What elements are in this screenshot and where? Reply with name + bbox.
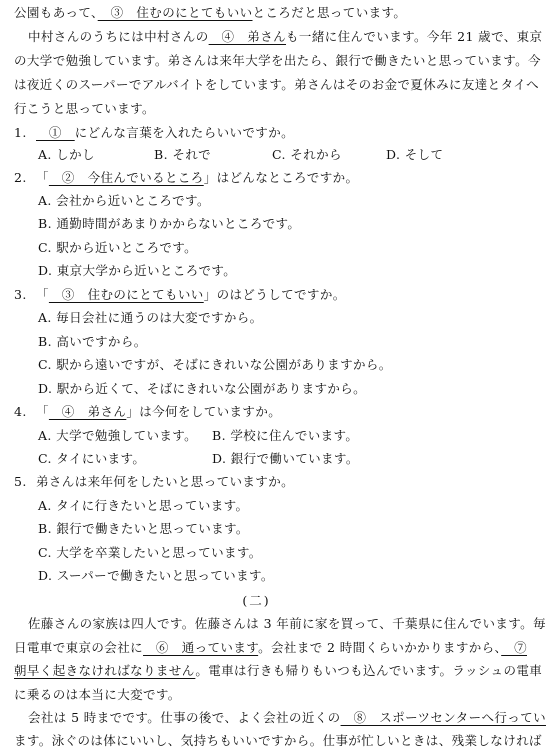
option-a: A. しかし — [38, 147, 95, 162]
text-segment: 中村さんのうちには中村さんの — [28, 29, 209, 44]
blank-1-underlined: ① — [36, 125, 75, 140]
option-c: C. タイにいます。 — [38, 451, 146, 466]
passage1-line-3: は夜近くのスーパーでアルバイトをしています。弟さんはそのお金で夏休みに友達とタイへ — [14, 77, 540, 92]
question-3-option-a: A. 毎日会社に通うのは大変ですから。 — [38, 310, 263, 325]
option-d: D. 銀行で働いています。 — [212, 451, 359, 466]
blank-4-underlined: ④ 弟さん — [208, 29, 287, 44]
option-c: C. それから — [272, 147, 342, 162]
question-text: 」のはどうしてですか。 — [203, 287, 346, 302]
section2-line-4 — [28, 708, 546, 728]
question-4-options-row-2 — [38, 449, 505, 469]
section2-line-3: に乗るのは本当に大変です。 — [14, 687, 181, 702]
blank-7-underlined: ⑦ — [501, 640, 527, 655]
question-5 — [14, 472, 505, 492]
section2-line-2 — [14, 661, 543, 681]
question-5-option-c: C. 大学を卒業したいと思っています。 — [38, 545, 262, 560]
question-number: 5. — [14, 474, 27, 489]
question-text: 」はどんなところですか。 — [203, 170, 359, 185]
passage1-line-2: の大学で勉強しています。弟さんは来年大学を出たら、銀行で働きたいと思っています。今 — [14, 53, 541, 68]
blank-4-underlined: ④ 弟さん — [48, 404, 127, 419]
question-text: 」は今何をしていますか。 — [126, 404, 282, 419]
passage1-line-4: 行こうと思っています。 — [14, 101, 155, 116]
question-2-option-c: C. 駅から近いところです。 — [38, 240, 198, 255]
quote-open: 「 — [36, 287, 49, 302]
text-segment: 会社は 5 時までです。仕事の後で、よく会社の近くの — [28, 710, 341, 725]
blank-2-underlined: ② 今住んでいるところ — [48, 170, 204, 185]
text-segment: 日電車で東京の会社に — [14, 640, 144, 655]
question-number: 2. — [14, 170, 27, 185]
text-segment: も一緒に住んでいます。今年 21 歳で、東京 — [286, 29, 543, 44]
blank-7-continued-underlined: 朝早く起きなければなりません — [14, 663, 196, 678]
blank-3-underlined: ③ 住むのにとてもいい — [97, 5, 253, 20]
question-2-option-b: B. 通勤時間があまりかからないところです。 — [38, 216, 301, 231]
option-d: D. そして — [386, 147, 444, 162]
quote-open: 「 — [36, 170, 49, 185]
section2-line-1 — [14, 638, 527, 658]
question-3-option-b: B. 高いですから。 — [38, 334, 147, 349]
text-segment: 。電車は行きも帰りもいつも込んでいます。ラッシュの電車 — [195, 663, 543, 678]
blank-8-underlined: ⑧ スポーツセンターへ行ってい — [340, 710, 546, 725]
quote-open: 「 — [36, 404, 49, 419]
option-a: A. 大学で勉強しています。 — [38, 428, 198, 443]
question-number: 1. — [14, 125, 27, 140]
question-4 — [14, 402, 505, 422]
question-5-option-d: D. スーパーで働きたいと思っています。 — [38, 568, 274, 583]
question-3 — [14, 285, 505, 305]
question-number: 4. — [14, 404, 27, 419]
question-number: 3. — [14, 287, 27, 302]
option-b: B. 学校に住んでいます。 — [212, 428, 359, 443]
section2-line-0: 佐藤さんの家族は四人です。佐藤さんは 3 年前に家を買って、千葉県に住んでいます。毎 — [28, 616, 546, 631]
blank-3-underlined: ③ 住むのにとてもいい — [48, 287, 204, 302]
question-2 — [14, 168, 505, 188]
question-2-option-d: D. 東京大学から近いところです。 — [38, 263, 237, 278]
text-segment: 公園もあって、 — [14, 5, 98, 20]
option-b: B. それで — [154, 147, 212, 162]
question-2-option-a: A. 会社から近いところです。 — [38, 193, 210, 208]
question-4-options-row-1 — [38, 426, 505, 446]
section2-line-5: ます。泳ぐのは体にいいし、気持ちもいいですから。仕事が忙しいときは、残業しなければ — [14, 733, 542, 748]
question-text: にどんな言葉を入れたらいいですか。 — [74, 125, 295, 140]
question-3-option-c: C. 駅から遠いですが、そばにきれいな公園がありますから。 — [38, 357, 392, 372]
question-1-options — [38, 145, 505, 165]
passage1-line-0 — [14, 3, 505, 23]
blank-6-underlined: ⑥ 通っています — [143, 640, 259, 655]
question-5-option-a: A. タイに行きたいと思っています。 — [38, 498, 249, 513]
text-segment: ところだと思っています。 — [252, 5, 407, 20]
question-5-option-b: B. 銀行で働きたいと思っています。 — [38, 521, 249, 536]
question-text: 弟さんは来年何をしたいと思っていますか。 — [36, 474, 295, 489]
text-segment: 。会社まで 2 時間くらいかかりますから、 — [258, 640, 502, 655]
question-1 — [14, 123, 505, 143]
section-2-heading: (二) — [242, 593, 271, 608]
question-3-option-d: D. 駅から近くて、そばにきれいな公園がありますから。 — [38, 381, 367, 396]
passage1-line-1 — [28, 27, 543, 47]
